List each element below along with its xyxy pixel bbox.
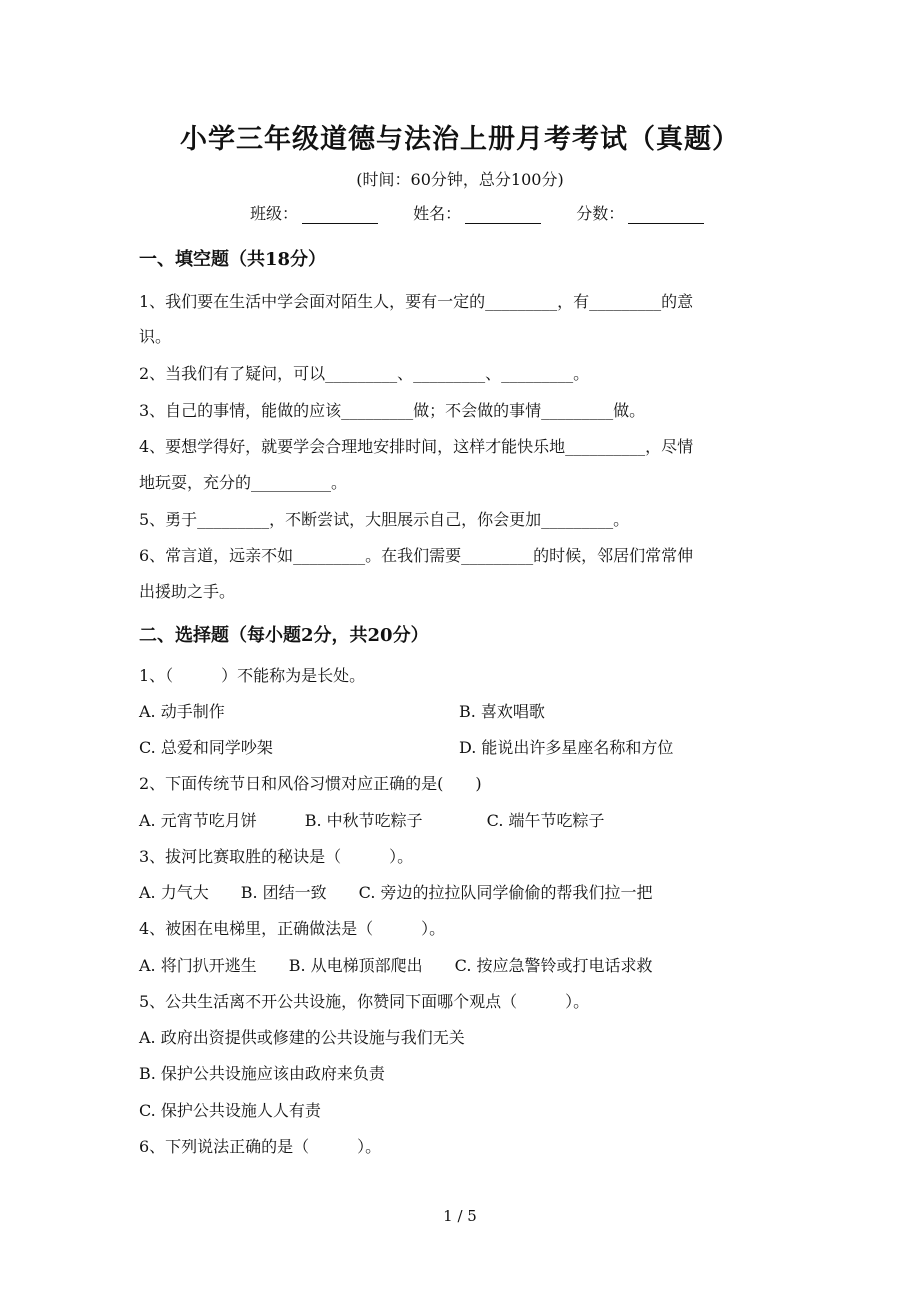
fill-q6-line2: 出援助之手。 — [139, 582, 236, 601]
choice-q6-stem: 6、下列说法正确的是（ ）。 — [139, 1137, 382, 1156]
class-label: 班级： — [250, 204, 299, 223]
fill-q6-line1: 6、常言道，远亲不如_________。在我们需要_________的时候，邻居们常常伸 — [139, 546, 694, 565]
choice-q4-options: A. 将门扒开逃生 B. 从电梯顶部爬出 C. 按应急警铃或打电话求救 — [139, 956, 653, 975]
choice-q1-option-d: D. 能说出许多星座名称和方位 — [459, 738, 674, 757]
section-fill-in-heading: 一、填空题（共18分） — [139, 249, 327, 270]
name-blank — [465, 205, 541, 224]
choice-q5-stem: 5、公共生活离不开公共设施，你赞同下面哪个观点（ ）。 — [139, 992, 590, 1011]
fill-q4-line1: 4、要想学得好，就要学会合理地安排时间，这样才能快乐地__________，尽情 — [139, 437, 694, 456]
choice-q3-options: A. 力气大 B. 团结一致 C. 旁边的拉拉队同学偷偷的帮我们拉一把 — [139, 883, 653, 902]
choice-q5-option-b: B. 保护公共设施应该由政府来负责 — [139, 1064, 385, 1083]
name-label: 姓名： — [413, 204, 462, 223]
choice-q3-stem: 3、拔河比赛取胜的秘诀是（ ）。 — [139, 847, 414, 866]
score-blank — [628, 205, 704, 224]
class-field — [250, 201, 378, 224]
fill-q1-line2: 识。 — [139, 327, 172, 346]
choice-q1-option-c: C. 总爱和同学吵架 — [139, 738, 273, 757]
choice-q1-stem: 1、（ ）不能称为是长处。 — [139, 666, 366, 685]
exam-title: 小学三年级道德与法治上册月考考试（真题） — [180, 124, 740, 155]
choice-q2-options: A. 元宵节吃月饼 B. 中秋节吃粽子 C. 端午节吃粽子 — [139, 811, 605, 830]
section-choice-heading: 二、选择题（每小题2分，共20分） — [139, 625, 429, 646]
choice-q4-stem: 4、被困在电梯里，正确做法是（ ）。 — [139, 919, 446, 938]
student-info-line — [250, 201, 734, 224]
class-blank — [302, 205, 378, 224]
fill-q4-line2: 地玩耍，充分的__________。 — [139, 473, 348, 492]
fill-q5: 5、勇于_________，不断尝试，大胆展示自己，你会更加_________。 — [139, 510, 630, 529]
choice-q1-option-b: B. 喜欢唱歌 — [459, 702, 545, 721]
page-number: 1 / 5 — [443, 1207, 477, 1225]
fill-q2: 2、当我们有了疑问，可以_________、_________、_________。 — [139, 364, 590, 383]
choice-q1-option-a: A. 动手制作 — [139, 702, 225, 721]
choice-q2-stem: 2、下面传统节日和风俗习惯对应正确的是( ) — [139, 774, 482, 793]
fill-q1-line1: 1、我们要在生活中学会面对陌生人，要有一定的_________，有_________的意 — [139, 292, 694, 311]
score-field — [576, 201, 704, 224]
score-label: 分数： — [576, 204, 625, 223]
exam-subtitle: (时间：60分钟，总分100分) — [356, 170, 564, 189]
choice-q5-option-c: C. 保护公共设施人人有责 — [139, 1101, 321, 1120]
fill-q3: 3、自己的事情，能做的应该_________做；不会做的事情_________做。 — [139, 401, 646, 420]
choice-q5-option-a: A. 政府出资提供或修建的公共设施与我们无关 — [139, 1028, 465, 1047]
name-field — [413, 201, 541, 224]
